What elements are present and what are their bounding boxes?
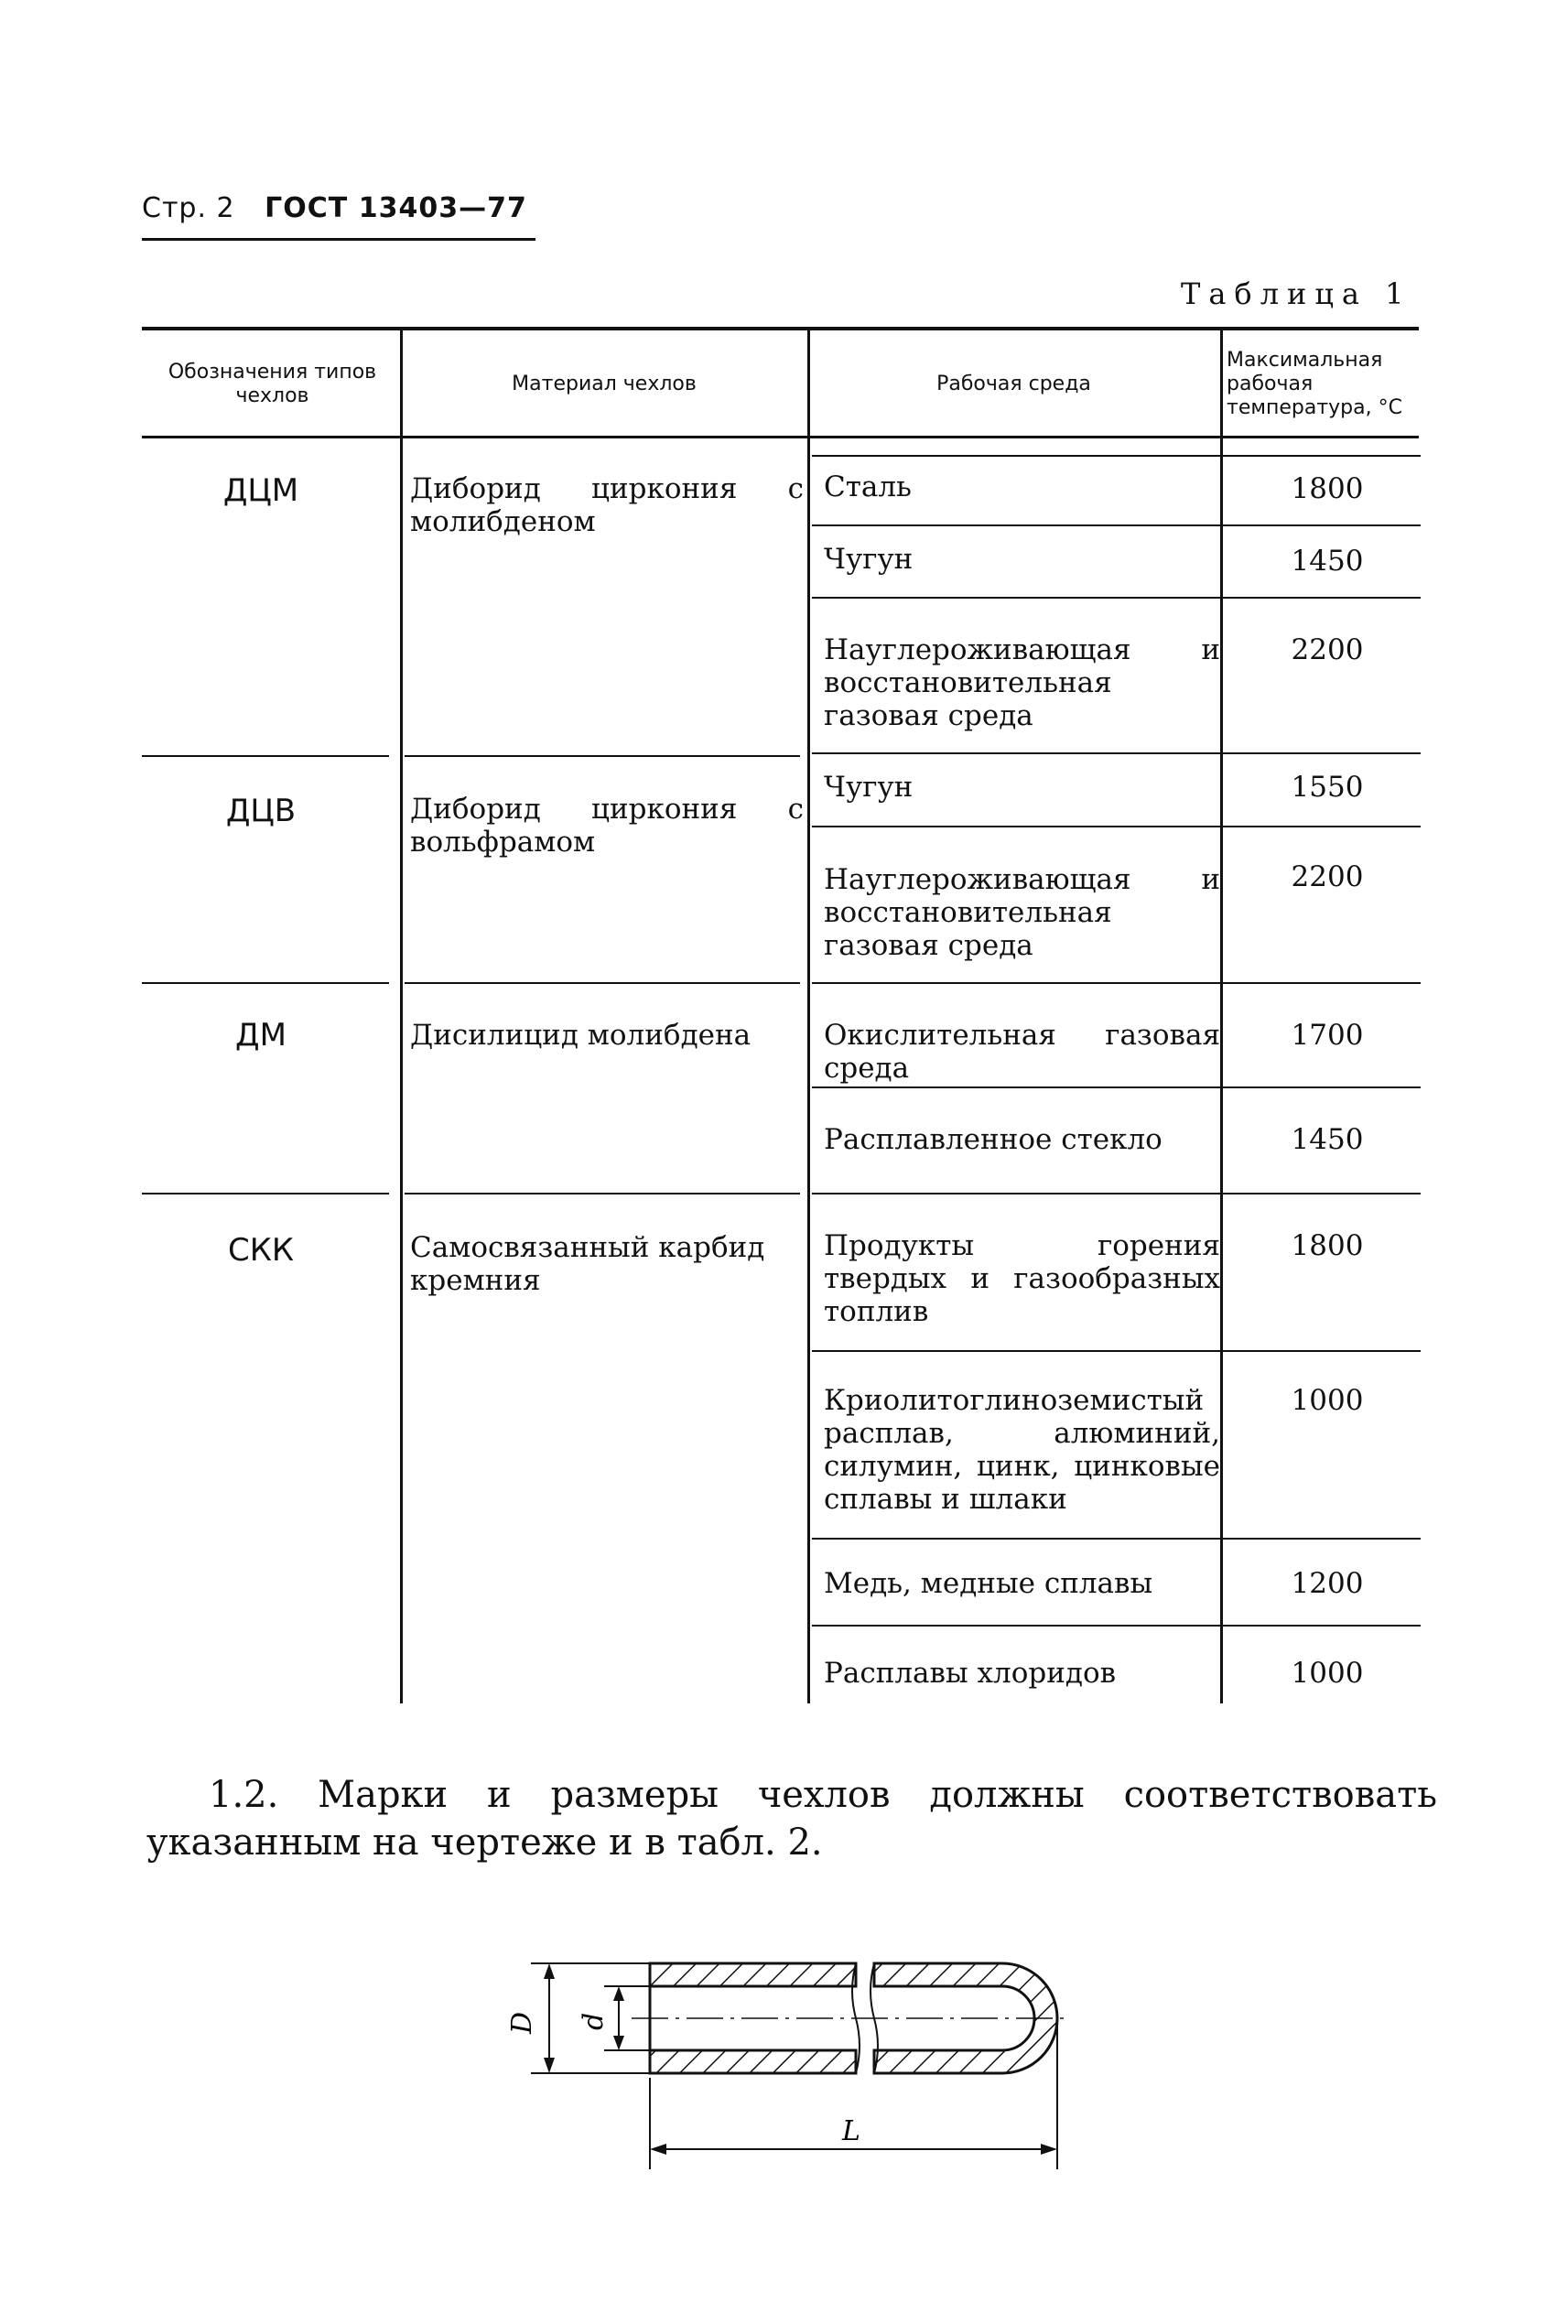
medium-cell: Расплавы хлоридов: [824, 1657, 1117, 1690]
table-caption: Таблица 1: [1181, 276, 1412, 311]
temperature-cell: 1200: [1291, 1567, 1364, 1600]
row-rule: [812, 826, 1421, 827]
row-rule: [812, 597, 1421, 599]
temperature-cell: 1450: [1291, 545, 1364, 578]
row-rule: [812, 982, 1421, 984]
type-code: ДЦВ: [225, 793, 297, 829]
column-header-medium: Рабочая среда: [936, 373, 1091, 395]
arrow-head: [613, 2036, 624, 2050]
temperature-cell: 1800: [1291, 1229, 1364, 1262]
medium-cell: Сталь: [824, 470, 912, 503]
material-cell: Самосвязанный карбид кремния: [410, 1231, 765, 1297]
arrow-head: [650, 2144, 666, 2155]
row-rule: [812, 524, 1421, 526]
type-code: ДЦМ: [222, 472, 299, 509]
temperature-cell: 1450: [1291, 1123, 1364, 1156]
medium-cell: Науглероживающая и восстановительная газовая среда: [824, 633, 1220, 732]
label-d: d: [578, 2012, 610, 2030]
temperature-cell: 1800: [1291, 472, 1364, 505]
header-rule: [142, 238, 535, 241]
row-rule: [812, 752, 1421, 754]
label-D: D: [506, 2011, 538, 2034]
page-header: [142, 192, 527, 224]
group-rule-types: [142, 982, 389, 984]
column-rule-3: [1220, 330, 1223, 1703]
column-header-temp: Максимальная рабочая температура, °С: [1227, 349, 1402, 419]
temperature-cell: 1000: [1291, 1384, 1364, 1417]
medium-cell: Чугун: [824, 771, 914, 804]
page-number: Стр. 2: [142, 192, 235, 224]
group-rule-types: [142, 1193, 389, 1194]
row-rule: [812, 1538, 1421, 1540]
type-code: СКК: [227, 1232, 295, 1269]
row-rule: [812, 1086, 1421, 1088]
table-header-rule: [142, 436, 1419, 438]
medium-cell: Криолитоглиноземистый расплав, алюминий, силумин, цинк, цинковые сплавы и шлаки: [824, 1384, 1220, 1516]
row-rule: [812, 1350, 1421, 1352]
column-header-material: Материал чехлов: [512, 373, 697, 395]
column-header-types: Обозначения типов чехлов: [168, 361, 377, 407]
group-rule-material: [405, 1193, 800, 1194]
material-cell: Дисилицид молибдена: [410, 1019, 752, 1052]
temperature-cell: 2200: [1291, 633, 1364, 666]
material-cell: Диборид циркония с вольфрамом: [410, 793, 804, 859]
temperature-cell: 2200: [1291, 860, 1364, 893]
temperature-cell: 1000: [1291, 1657, 1364, 1690]
tube-wall-top: [650, 1963, 856, 1986]
label-L: L: [842, 2115, 860, 2147]
medium-cell: Науглероживающая и восстановительная газовая среда: [824, 863, 1220, 962]
medium-cell: Расплавленное стекло: [824, 1123, 1162, 1156]
type-code: ДМ: [235, 1017, 287, 1054]
temperature-cell: 1700: [1291, 1019, 1364, 1052]
column-rule-2: [807, 330, 810, 1703]
medium-cell: Медь, медные сплавы: [824, 1567, 1153, 1600]
standard-number: ГОСТ 13403—77: [265, 192, 527, 224]
temperature-cell: 1550: [1291, 771, 1364, 804]
group-rule-material: [405, 982, 800, 984]
tube-wall-bottom: [650, 2050, 856, 2073]
arrow-head: [544, 2058, 555, 2073]
row-rule: [812, 1193, 1421, 1194]
material-cell: Диборид циркония с молибденом: [410, 472, 804, 538]
sheath-drawing: [494, 1931, 1080, 2188]
medium-cell: Чугун: [824, 543, 914, 576]
clause-1-2: 1.2. Марки и размеры чехлов должны соответствовать указанным на чертеже и в табл. 2.: [146, 1774, 1437, 1864]
medium-cell: Окислительная газовая среда: [824, 1019, 1220, 1085]
row-rule: [812, 455, 1421, 457]
arrow-head: [1041, 2144, 1057, 2155]
table-top-rule: [142, 327, 1419, 330]
row-rule: [812, 1625, 1421, 1627]
group-rule-material: [405, 755, 800, 757]
group-rule-types: [142, 755, 389, 757]
medium-cell: Продукты горения твердых и газообразных топлив: [824, 1229, 1220, 1328]
column-rule-1: [400, 330, 403, 1703]
arrow-head: [613, 1986, 624, 2001]
arrow-head: [544, 1963, 555, 1979]
